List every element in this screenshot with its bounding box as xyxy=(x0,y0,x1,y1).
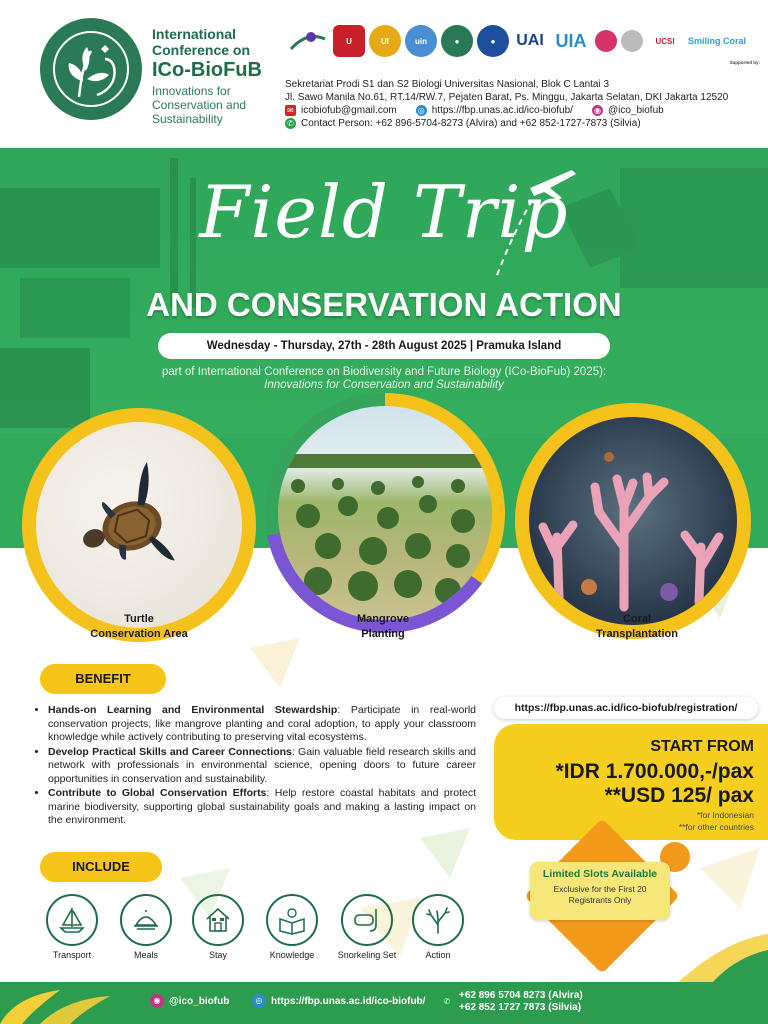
benefit-item-text: : Participate in real-world conservation projects, like mangrove planting and coral adoption, to apply your classroom knowledge while actively contributing to preserving vital ecosystems. xyxy=(48,704,477,743)
address-line-1: Sekretariat Prodi S1 dan S2 Biologi Universitas Nasional, Blok C Lantai 3 xyxy=(285,79,610,90)
instagram-icon: ◉ xyxy=(592,105,603,116)
include-label: Snorkeling Set xyxy=(337,950,397,960)
uai-logo-icon: UAI xyxy=(513,25,547,57)
benefit-item xyxy=(48,704,476,745)
contact-row-person xyxy=(285,117,728,130)
conference-acronym: ICo-BioFuB xyxy=(152,59,262,82)
address-line-2: Jl. Sawo Manila No.61, RT.14/RW.7, Pejaten Barat, Ps. Minggu, Jakarta Selatan, DKI Jakarta 12520 xyxy=(285,92,729,103)
turtle-icon xyxy=(36,422,242,628)
benefit-heading: BENEFIT xyxy=(40,664,166,694)
ui-logo-icon: UI xyxy=(369,25,401,57)
email-icon: ✉ xyxy=(285,105,296,116)
limited-line2: Registrants Only xyxy=(568,895,632,905)
footer-website[interactable] xyxy=(252,994,425,1008)
turtle-label-line1: Turtle xyxy=(124,613,154,625)
footer-leaf-left xyxy=(0,986,140,1024)
ipb-logo-icon xyxy=(595,30,617,52)
unas-logo-icon: U xyxy=(333,25,365,57)
conference-tagline-2: Conservation and xyxy=(152,97,247,112)
include-label: Knowledge xyxy=(269,950,315,960)
footer-phone-2: +62 852 1727 7873 (Silvia) xyxy=(459,1002,582,1013)
include-snorkeling xyxy=(337,894,397,960)
footer-instagram-text: @ico_biofub xyxy=(169,995,230,1007)
footer-instagram[interactable] xyxy=(150,994,229,1008)
mangrove-label-line2: Planting xyxy=(361,628,405,640)
snorkel-mask-icon xyxy=(341,894,393,946)
conference-name xyxy=(152,26,262,127)
footer-phones[interactable] xyxy=(440,990,583,1014)
limited-slots-card xyxy=(530,862,670,920)
title-main: AND CONSERVATION ACTION xyxy=(146,286,622,323)
coral-label-line1: Coral xyxy=(622,613,652,625)
globe-icon: ◎ xyxy=(252,994,266,1008)
coral-icon xyxy=(529,417,737,625)
uin-logo-icon: uin xyxy=(405,25,437,57)
price-usd: **USD 125/ pax xyxy=(604,784,754,807)
smiling-coral-logo-icon: Smiling Coral xyxy=(687,25,747,57)
include-action xyxy=(408,894,468,960)
note-usd: **for other countries xyxy=(678,822,754,832)
conference-logo xyxy=(40,18,142,120)
turtle-label-line2: Conservation Area xyxy=(90,628,188,640)
include-label: Action xyxy=(425,950,451,960)
part-of-line-2: Innovations for Conservation and Sustainability xyxy=(264,379,504,391)
note-idr: *for Indonesian xyxy=(696,810,754,820)
activity-label-mangrove xyxy=(318,612,448,642)
part-of-line-1: part of International Conference on Biodiversity and Future Biology (ICo-BioFub) 2025): xyxy=(161,366,607,378)
unj-logo-icon: ● xyxy=(441,25,473,57)
globe-icon: ◎ xyxy=(416,105,427,116)
part-of-text xyxy=(0,366,768,392)
include-label: Meals xyxy=(133,950,158,960)
registration-link[interactable]: https://fbp.unas.ac.id/ico-biofub/registration/ xyxy=(494,697,758,719)
coral-photo xyxy=(529,417,737,625)
include-label: Stay xyxy=(208,950,227,960)
include-heading: INCLUDE xyxy=(40,852,162,882)
leaf-logo-icon xyxy=(51,29,131,109)
coral-action-icon xyxy=(412,894,464,946)
benefit-item-title: Contribute to Global Conservation Efforts xyxy=(48,787,267,799)
benefit-item xyxy=(48,746,476,787)
footer-phone-1: +62 896 5704 8273 (Alvira) xyxy=(459,990,583,1001)
limited-line1: Exclusive for the First 20 xyxy=(553,884,647,894)
whatsapp-icon: ✆ xyxy=(440,995,454,1009)
uia-logo-icon: UIA xyxy=(551,25,591,57)
start-from-label: START FROM xyxy=(650,738,754,755)
whatsapp-icon: ✆ xyxy=(285,118,296,129)
benefit-item xyxy=(48,787,476,828)
activity-label-turtle xyxy=(74,612,204,642)
ucsi-logo-icon: UCSI xyxy=(647,25,683,57)
date-location-pill: Wednesday - Thursday, 27th - 28th August 2025 | Pramuka Island xyxy=(158,333,610,359)
sponsor-logos xyxy=(285,20,755,62)
turtle-photo xyxy=(36,422,242,628)
benefit-item-text: : Gain valuable field research skills and network with professionals in environmental science, opening doors to future career opportunities in conservation and sustainability. xyxy=(48,745,476,785)
mangrove-label-line1: Mangrove xyxy=(357,613,409,625)
supported-by-label: Supported by: xyxy=(729,60,760,65)
pbi-logo-icon xyxy=(285,25,329,57)
instagram-link[interactable]: @ico_biofub xyxy=(607,105,664,116)
instagram-icon: ◉ xyxy=(150,994,164,1008)
contact-person: Contact Person: +62 896-5704-8273 (Alvira) and +62 852-1727-7873 (Silvia) xyxy=(301,118,641,129)
include-knowledge xyxy=(262,894,322,960)
contact-block xyxy=(285,78,728,130)
unimus-logo-icon: ● xyxy=(477,25,509,57)
include-stay xyxy=(188,894,248,960)
limited-subtitle xyxy=(530,884,670,906)
website-link[interactable]: https://fbp.unas.ac.id/ico-biofub/ xyxy=(431,105,573,116)
conference-tagline-3: Sustainability xyxy=(152,111,223,126)
cloche-icon xyxy=(120,894,172,946)
limited-title: Limited Slots Available xyxy=(542,868,658,880)
include-label: Transport xyxy=(52,950,92,960)
conference-line1: International xyxy=(152,26,237,42)
house-icon xyxy=(192,894,244,946)
footer-website-text: https://fbp.unas.ac.id/ico-biofub/ xyxy=(271,995,426,1007)
include-transport xyxy=(42,894,102,960)
sailboat-icon xyxy=(46,894,98,946)
benefit-item-text: : Help restore coastal habitats and protect marine biodiversity, supporting global sustainability goals and making a lasting impact on the environment. xyxy=(48,787,476,826)
include-meals xyxy=(116,894,176,960)
title-script: Field Trip xyxy=(199,170,569,254)
itb-logo-icon xyxy=(621,30,643,52)
benefit-item-title: Hands-on Learning and Environmental Stewardship xyxy=(48,704,338,716)
mangrove-icon xyxy=(278,406,492,620)
contact-row-links xyxy=(285,104,728,117)
book-bulb-icon xyxy=(266,894,318,946)
benefit-list xyxy=(36,704,476,829)
email-link[interactable]: icobiofub@gmail.com xyxy=(301,105,397,116)
palm-leaf-decoration xyxy=(612,930,768,988)
conference-tagline-1: Innovations for xyxy=(152,84,231,99)
coral-label-line2: Transplantation xyxy=(596,628,678,640)
activity-label-coral xyxy=(572,612,702,642)
price-idr: *IDR 1.700.000,-/pax xyxy=(555,760,754,783)
conference-line1b: Conference on xyxy=(152,42,251,59)
benefit-item-title: Develop Practical Skills and Career Connections xyxy=(48,745,292,758)
mangrove-photo xyxy=(278,406,492,620)
